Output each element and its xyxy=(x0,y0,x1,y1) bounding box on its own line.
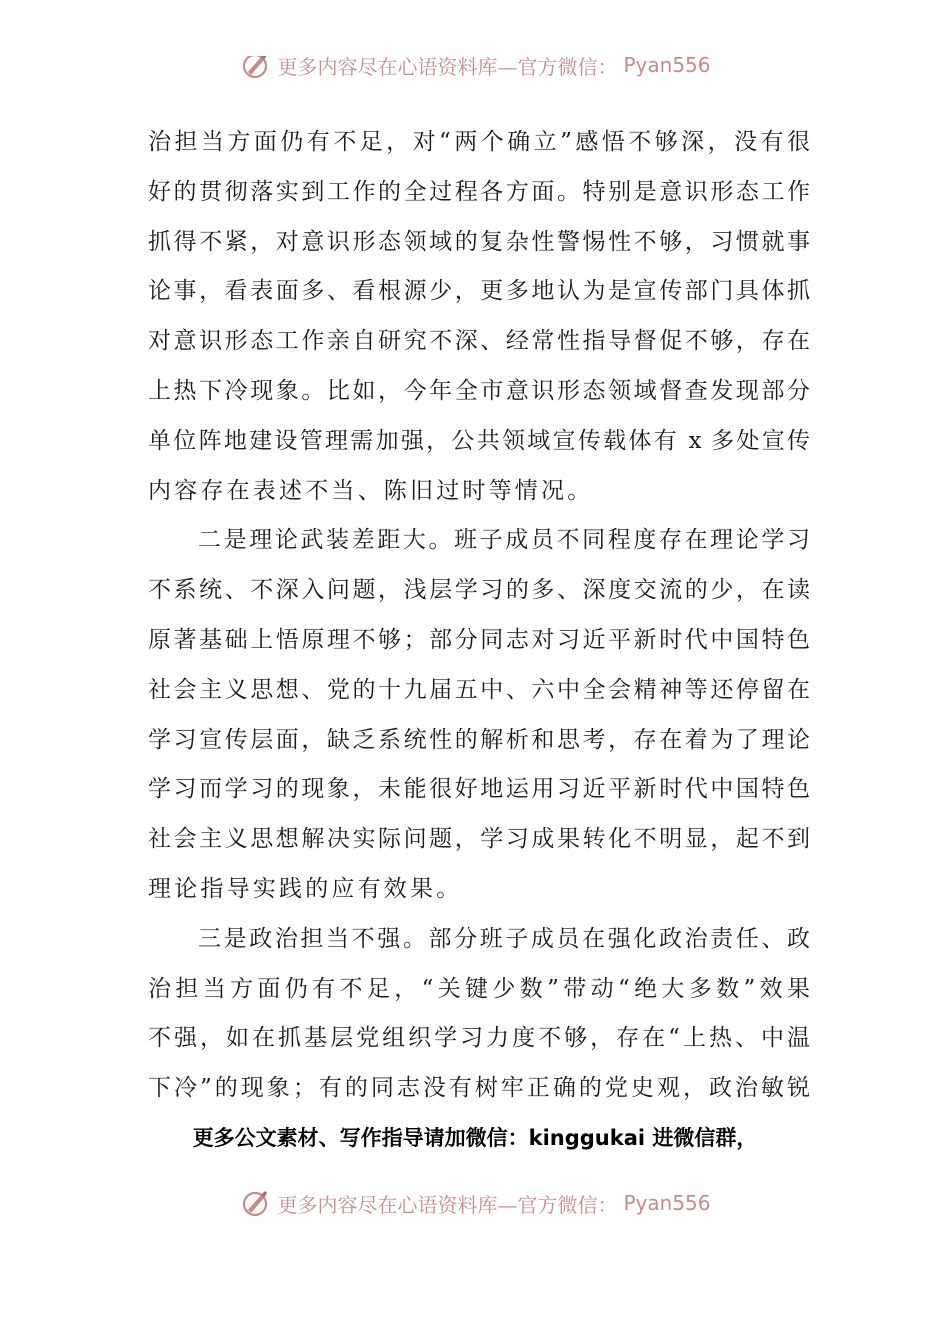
text-line: 不强，如在抓基层党组织学习力度不够，存在“上热、中温 xyxy=(148,1025,810,1052)
text-line: 学习而学习的现象，未能很好地运用习近平新时代中国特色 xyxy=(148,776,810,803)
text-line: 好的贯彻落实到工作的全过程各方面。特别是意识形态工作 xyxy=(148,178,810,205)
text-line: 社会主义思想、党的十九届五中、六中全会精神等还停留在 xyxy=(148,676,810,703)
text-line: 对意识形态工作亲自研究不深、经常性指导督促不够，存在 xyxy=(148,328,810,355)
paragraph-theory-study xyxy=(148,516,810,914)
text-line: 二是理论武装差距大。班子成员不同程度存在理论学习 xyxy=(198,527,810,554)
text-line: 上热下冷现象。比如，今年全市意识形态领域督查发现部分 xyxy=(148,377,810,404)
footer-watermark-account: Pyan556 xyxy=(623,1191,711,1215)
text-line: 论事，看表面多、看根源少，更多地认为是宣传部门具体抓 xyxy=(148,278,810,305)
text-line: 学习宣传层面，缺乏系统性的解析和思考，存在着为了理论 xyxy=(148,726,810,753)
text-line: 社会主义思想解决实际问题，学习成果转化不明显，起不到 xyxy=(148,826,810,853)
text-line: 下冷”的现象；有的同志没有树牢正确的党史观，政治敏锐 xyxy=(148,1075,810,1102)
header-watermark-account: Pyan556 xyxy=(623,56,711,77)
footer-watermark xyxy=(0,1185,950,1221)
text-line: 治担当方面仍有不足，“关键少数”带动“绝大多数”效果 xyxy=(148,975,810,1002)
footer-watermark-text: 更多内容尽在心语资料库—官方微信： xyxy=(277,1192,618,1217)
text-line: 不系统、不深入问题，浅层学习的多、深度交流的少，在读 xyxy=(148,577,810,604)
promo-line: 更多公文素材、写作指导请加微信：kinggukai 进微信群， xyxy=(192,1126,758,1150)
text-line: 原著基础上悟原理不够；部分同志对习近平新时代中国特色 xyxy=(148,626,810,653)
pen-nib-logo-icon xyxy=(239,56,271,81)
document-body xyxy=(148,118,810,1114)
text-line: 内容存在表述不当、陈旧过时等情况。 xyxy=(148,477,594,504)
pen-nib-logo-icon xyxy=(239,1187,271,1219)
text-line: 抓得不紧，对意识形态领域的复杂性警惕性不够，习惯就事 xyxy=(148,228,810,255)
text-line: 理论指导实践的应有效果。 xyxy=(148,875,463,902)
text-line: 治担当方面仍有不足，对“两个确立”感悟不够深，没有很 xyxy=(148,129,810,155)
text-line: 三是政治担当不强。部分班子成员在强化政治责任、政 xyxy=(198,925,810,952)
paragraph-continuation xyxy=(148,118,810,516)
text-line: 单位阵地建设管理需加强，公共领域宣传载体有 x 多处宣传 xyxy=(148,427,810,454)
header-watermark-text: 更多内容尽在心语资料库—官方微信： xyxy=(277,56,618,79)
paragraph-political-responsibility xyxy=(148,915,810,1114)
header-watermark xyxy=(0,56,950,86)
